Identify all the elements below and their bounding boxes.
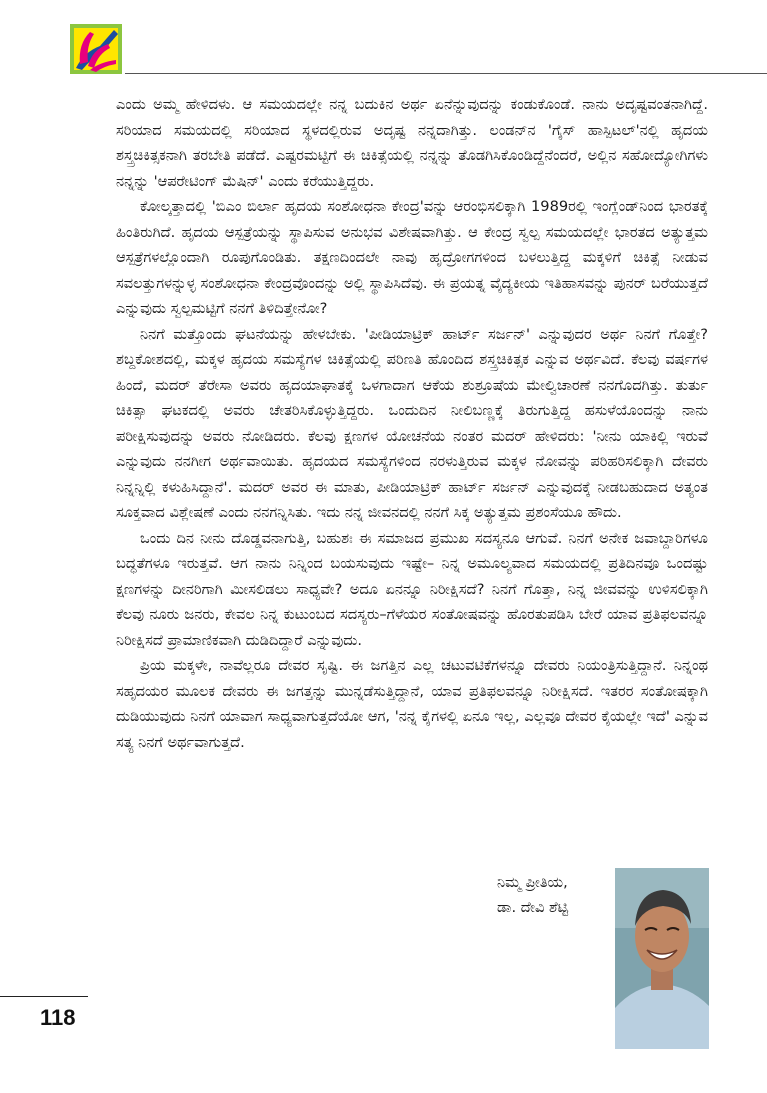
- paragraph: ಪ್ರಿಯ ಮಕ್ಕಳೇ, ನಾವೆಲ್ಲರೂ ದೇವರ ಸೃಷ್ಟಿ. ಈ ಜಗತ್ತಿನ ಎಲ್ಲ ಚಟುವಟಿಕೆಗಳನ್ನೂ ದೇವರು ನಿಯಂತ್ರಿಸುತ್ತಿದ್ದಾನೆ. ನಿನ್ನಂಥ ಸಹೃದಯರ ಮೂಲಕ ದೇವರು ಈ ಜಗತ್ತನ್ನು ಮುನ್ನಡೆಸುತ್ತಿದ್ದಾನೆ, ಯಾವ ಪ್ರತಿಫಲವನ್ನೂ ನಿರೀಕ್ಷಿಸದೆ. ಇತರರ ಸಂತೋಷಕ್ಕಾಗಿ ದುಡಿಯುವುದು ನಿನಗೆ ಯಾವಾಗ ಸಾಧ್ಯವಾಗುತ್ತದೆಯೋ ಆಗ, 'ನನ್ನ ಕೈಗಳಲ್ಲಿ ಏನೂ ಇಲ್ಲ, ಎಲ್ಲವೂ ದೇವರ ಕೈಯಲ್ಲೇ ಇದೆ' ಎನ್ನುವ ಸತ್ಯ ನಿನಗೆ ಅರ್ಥವಾಗುತ್ತದೆ.: [116, 657, 708, 751]
- paragraph: ಒಂದು ದಿನ ನೀನು ದೊಡ್ಡವನಾಗುತ್ತಿ, ಬಹುಶಃ ಈ ಸಮಾಜದ ಪ್ರಮುಖ ಸದಸ್ಯನೂ ಆಗುವೆ. ನಿನಗೆ ಅನೇಕ ಜವಾಬ್ದಾರಿಗಳೂ ಬದ್ಧತೆಗಳೂ ಇರುತ್ತವೆ. ಆಗ ನಾನು ನಿನ್ನಿಂದ ಬಯಸುವುದು ಇಷ್ಟೇ– ನಿನ್ನ ಅಮೂಲ್ಯವಾದ ಸಮಯದಲ್ಲಿ ಪ್ರತಿದಿನವೂ ಒಂದಷ್ಟು ಕ್ಷಣಗಳನ್ನು ದೀನರಿಗಾಗಿ ಮೀಸಲಿಡಲು ಸಾಧ್ಯವೇ? ಅದೂ ಏನನ್ನೂ ನಿರೀಕ್ಷಿಸದೆ? ನಿನಗೆ ಗೊತ್ತಾ, ನಿನ್ನ ಜೀವವನ್ನು ಉಳಿಸಲಿಕ್ಕಾಗಿ ಕೆಲವು ನೂರು ಜನರು, ಕೇವಲ ನಿನ್ನ ಕುಟುಂಬದ ಸದಸ್ಯರು–ಗೆಳೆಯರ ಸಂತೋಷವನ್ನು ಹೊರತುಪಡಿಸಿ ಬೇರೆ ಯಾವ ಪ್ರತಿಫಲವನ್ನೂ ನಿರೀಕ್ಷಿಸದೆ ಪ್ರಾಮಾಣಿಕವಾಗಿ ದುಡಿದಿದ್ದಾರೆ ಎನ್ನುವುದು.: [116, 529, 708, 649]
- paragraph: ನಿನಗೆ ಮತ್ತೊಂದು ಘಟನೆಯನ್ನು ಹೇಳಬೇಕು. 'ಪೀಡಿಯಾಟ್ರಿಕ್ ಹಾರ್ಟ್ ಸರ್ಜನ್' ಎನ್ನುವುದರ ಅರ್ಥ ನಿನಗೆ ಗೊತ್ತೇ? ಶಬ್ದಕೋಶದಲ್ಲಿ, ಮಕ್ಕಳ ಹೃದಯ ಸಮಸ್ಯೆಗಳ ಚಿಕಿತ್ಸೆಯಲ್ಲಿ ಪರಿಣತಿ ಹೊಂದಿದ ಶಸ್ತ್ರಚಿಕಿತ್ಸಕ ಎನ್ನುವ ಅರ್ಥವಿದೆ. ಕೆಲವು ವರ್ಷಗಳ ಹಿಂದೆ, ಮದರ್ ತೆರೇಸಾ ಅವರು ಹೃದಯಾಘಾತಕ್ಕೆ ಒಳಗಾದಾಗ ಆಕೆಯ ಶುಶ್ರೂಷೆಯ ಮೇಲ್ವಿಚಾರಣೆ ನನಗೊದಗಿತ್ತು. ತುರ್ತು ಚಿಕಿತ್ಸಾ ಘಟಕದಲ್ಲಿ ಅವರು ಚೇತರಿಸಿಕೊಳ್ಳುತ್ತಿದ್ದರು. ಒಂದುದಿನ ನೀಲಿಬಣ್ಣಕ್ಕೆ ತಿರುಗುತ್ತಿದ್ದ ಹಸುಳೆಯೊಂದನ್ನು ನಾನು ಪರೀಕ್ಷಿಸುವುದನ್ನು ಅವರು ನೋಡಿದರು. ಕೆಲವು ಕ್ಷಣಗಳ ಯೋಚನೆಯ ನಂತರ ಮದರ್ ಹೇಳಿದರು: 'ನೀನು ಯಾಕಿಲ್ಲಿ ಇರುವೆ ಎನ್ನುವುದು ನನಗೀಗ ಅರ್ಥವಾಯಿತು. ಹೃದಯದ ಸಮಸ್ಯೆಗಳಿಂದ ನರಳುತ್ತಿರುವ ಮಕ್ಕಳ ನೋವನ್ನು ಪರಿಹರಿಸಲಿಕ್ಕಾಗಿ ದೇವರು ನಿನ್ನನ್ನಿಲ್ಲಿ ಕಳುಹಿಸಿದ್ದಾನೆ'. ಮದರ್ ಅವರ ಈ ಮಾತು, ಪೀಡಿಯಾಟ್ರಿಕ್ ಹಾರ್ಟ್ ಸರ್ಜನ್ ಎನ್ನುವುದಕ್ಕೆ ನೀಡಬಹುದಾದ ಅತ್ಯಂತ ಸೂಕ್ತವಾದ ವಿಶ್ಲೇಷಣೆ ಎಂದು ನನಗನ್ನಿಸಿತು. ಇದು ನನ್ನ ಜೀವನದಲ್ಲಿ ನನಗೆ ಸಿಕ್ಕ ಅತ್ಯುತ್ತಮ ಪ್ರಶಂಸೆಯೂ ಹೌದು.: [116, 325, 708, 521]
- author-portrait: [615, 868, 709, 1049]
- footer-rule: [0, 996, 88, 997]
- publisher-logo: [70, 24, 122, 74]
- article-body: [116, 92, 708, 755]
- author-photo: [615, 868, 709, 1049]
- signoff-closing: ನಿಮ್ಮ ಪ್ರೀತಿಯ,: [497, 874, 568, 891]
- header-rule: [125, 73, 767, 74]
- page-number: 118: [40, 1005, 76, 1030]
- signoff: [497, 870, 617, 920]
- paragraph: ಎಂದು ಅಮ್ಮ ಹೇಳಿದಳು. ಆ ಸಮಯದಲ್ಲೇ ನನ್ನ ಬದುಕಿನ ಅರ್ಥ ಏನೆನ್ನುವುದನ್ನು ಕಂಡುಕೊಂಡೆ. ನಾನು ಅದೃಷ್ಟವಂತನಾಗಿದ್ದೆ. ಸರಿಯಾದ ಸಮಯದಲ್ಲಿ ಸರಿಯಾದ ಸ್ಥಳದಲ್ಲಿರುವ ಅದೃಷ್ಟ ನನ್ನದಾಗಿತ್ತು. ಲಂಡನ್‌ನ 'ಗೈಸ್ ಹಾಸ್ಪಿಟಲ್'ನಲ್ಲಿ ಹೃದಯ ಶಸ್ತ್ರಚಿಕಿತ್ಸಕನಾಗಿ ತರಬೇತಿ ಪಡೆದೆ. ಎಷ್ಟರಮಟ್ಟಿಗೆ ಈ ಚಿಕಿತ್ಸೆಯಲ್ಲಿ ನನ್ನನ್ನು ತೊಡಗಿಸಿಕೊಂಡಿದ್ದೆನೆಂದರೆ, ಅಲ್ಲಿನ ಸಹೋದ್ಯೋಗಿಗಳು ನನ್ನನ್ನು 'ಆಪರೇಟಿಂಗ್ ಮೆಷಿನ್' ಎಂದು ಕರೆಯುತ್ತಿದ್ದರು.: [116, 96, 708, 190]
- signoff-name: ಡಾ. ದೇವಿ ಶೆಟ್ಟಿ: [497, 899, 569, 916]
- paragraph: ಕೋಲ್ಕತ್ತಾದಲ್ಲಿ 'ಬಿಎಂ ಬಿರ್ಲಾ ಹೃದಯ ಸಂಶೋಧನಾ ಕೇಂದ್ರ'ವನ್ನು ಆರಂಭಿಸಲಿಕ್ಕಾಗಿ 1989ರಲ್ಲಿ ಇಂಗ್ಲೆಂಡ್‌ನಿಂದ ಭಾರತಕ್ಕೆ ಹಿಂತಿರುಗಿದೆ. ಹೃದಯ ಆಸ್ಪತ್ರೆಯನ್ನು ಸ್ಥಾಪಿಸುವ ಅನುಭವ ವಿಶೇಷವಾಗಿತ್ತು. ಆ ಕೇಂದ್ರ ಸ್ವಲ್ಪ ಸಮಯದಲ್ಲೇ ಭಾರತದ ಅತ್ಯುತ್ತಮ ಆಸ್ಪತ್ರೆಗಳಲ್ಲೊಂದಾಗಿ ರೂಪುಗೊಂಡಿತು. ತಕ್ಷಣದಿಂದಲೇ ನಾವು ಹೃದ್ರೋಗಗಳಿಂದ ಬಳಲುತ್ತಿದ್ದ ಮಕ್ಕಳಿಗೆ ಚಿಕಿತ್ಸೆ ನೀಡುವ ಸವಲತ್ತುಗಳನ್ನುಳ್ಳ ಸಂಶೋಧನಾ ಕೇಂದ್ರವೊಂದನ್ನು ಅಲ್ಲಿ ಸ್ಥಾಪಿಸಿದೆವು. ಈ ಪ್ರಯತ್ನ ವೈದ್ಯಕೀಯ ಇತಿಹಾಸವನ್ನು ಪುನರ್ ಬರೆಯುತ್ತದೆ ಎನ್ನುವುದು ಸ್ವಲ್ಪಮಟ್ಟಿಗೆ ನನಗೆ ತಿಳಿದಿತ್ತೇನೋ?: [116, 198, 708, 317]
